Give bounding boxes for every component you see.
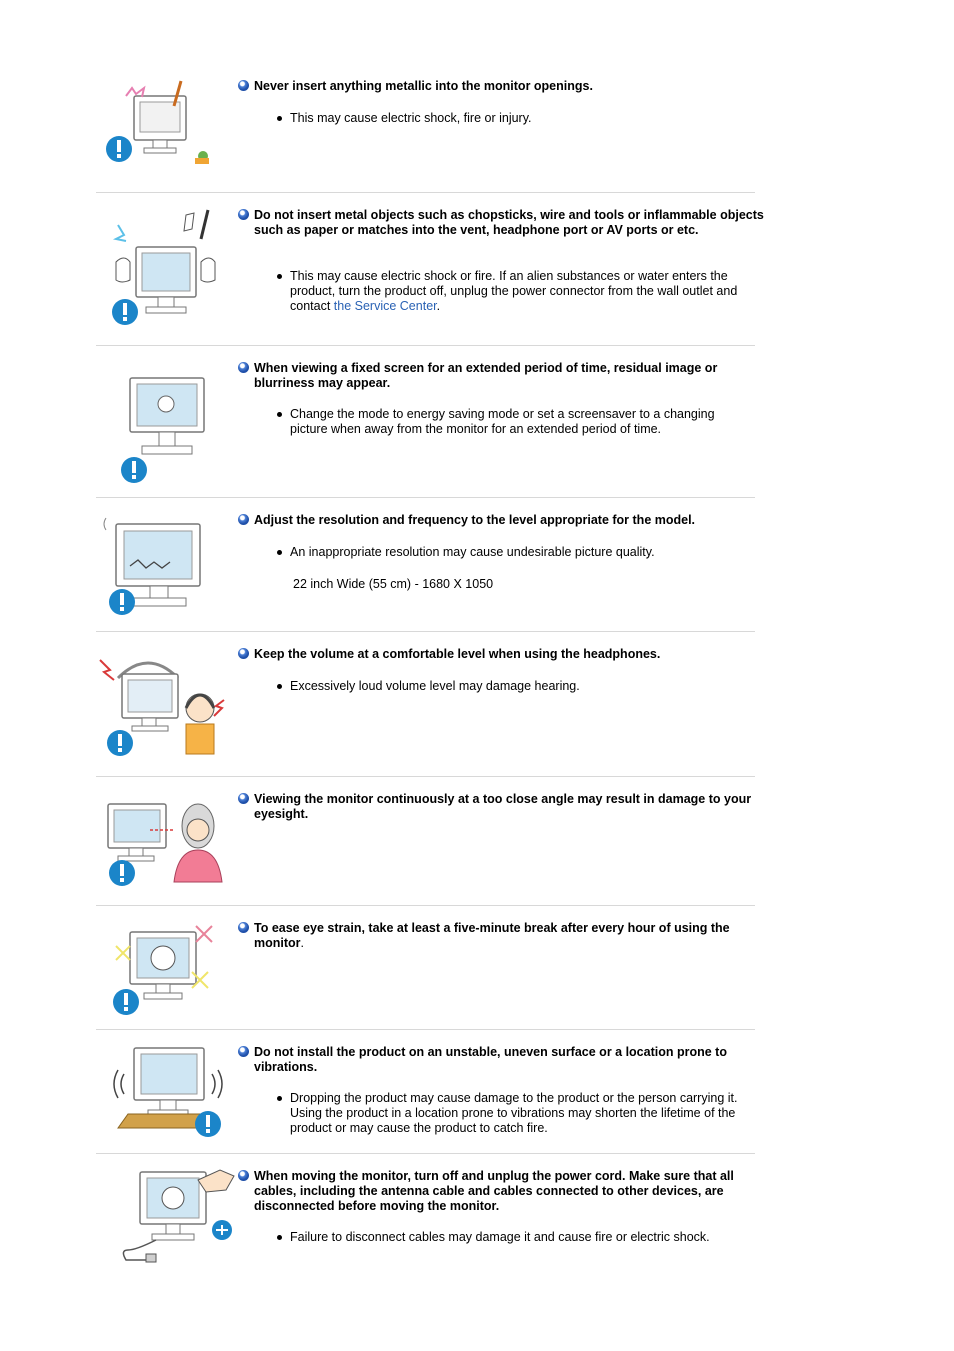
divider [96, 345, 755, 346]
section-bullet-icon [238, 80, 249, 91]
divider [96, 192, 755, 193]
section-heading: Do not insert metal objects such as chopsticks, wire and tools or inflammable objects such as paper or matches into the vent, headphone port or AV ports or etc. [238, 208, 771, 238]
section-bullet-icon [238, 1170, 249, 1181]
section-bullet-icon [238, 648, 249, 659]
section-heading: Do not install the product on an unstable, uneven surface or a location prone to vibrations. [238, 1045, 771, 1075]
section-bullet-icon [238, 514, 249, 525]
monitor-illustration [96, 1044, 236, 1140]
list-item: Excessively loud volume level may damage hearing. [272, 679, 755, 694]
list-item: Dropping the product may cause damage to the product or the person carrying it. Using the product in a location prone to vibrations may shorten the lifetime of the product or may cause the product to catch fire. [272, 1091, 755, 1135]
monitor-illustration [96, 78, 236, 173]
bullet-list [272, 1230, 755, 1245]
bullet-list [272, 1091, 755, 1135]
list-item: Change the mode to energy saving mode or set a screensaver to a changing picture when away from the monitor for an extended period of time. [272, 407, 755, 437]
resolution-spec: 22 inch Wide (55 cm) - 1680 X 1050 [293, 577, 494, 591]
section-bullet-icon [238, 1046, 249, 1057]
section-bullet-icon [238, 793, 249, 804]
monitor-illustration [96, 516, 236, 616]
section-heading: Adjust the resolution and frequency to the level appropriate for the model. [238, 513, 771, 528]
section-unstable-surface [96, 1044, 755, 1153]
list-item: This may cause electric shock or fire. If an alien substances or water enters the product, turn the product off, unplug the power connector from the wall outlet and contact the Service Center. [272, 269, 755, 313]
bullet-list [272, 545, 755, 560]
section-residual-image [96, 360, 755, 497]
list-item: Failure to disconnect cables may damage it and cause fire or electric shock. [272, 1230, 755, 1245]
section-metal-objects [96, 207, 764, 345]
section-metallic [96, 78, 755, 192]
section-heading: Never insert anything metallic into the monitor openings. [238, 79, 771, 94]
section-resolution [96, 512, 755, 631]
list-item: This may cause electric shock, fire or injury. [272, 111, 755, 126]
divider [96, 631, 755, 632]
monitor-illustration [96, 360, 236, 486]
bullet-list [272, 111, 755, 126]
monitor-illustration [96, 1168, 236, 1266]
divider [96, 1029, 755, 1030]
monitor-illustration [96, 924, 236, 1016]
divider [96, 905, 755, 906]
monitor-illustration [96, 796, 236, 892]
section-bullet-icon [238, 922, 249, 933]
bullet-list [272, 679, 755, 694]
divider [96, 1153, 755, 1154]
service-center-link[interactable]: the Service Center [333, 298, 437, 313]
list-item: An inappropriate resolution may cause undesirable picture quality. [272, 545, 755, 560]
section-heading: Keep the volume at a comfortable level when using the headphones. [238, 647, 771, 662]
section-viewing-angle [96, 791, 755, 905]
divider [96, 776, 755, 777]
section-eye-strain [96, 920, 755, 1029]
section-moving-monitor [96, 1168, 755, 1278]
bullet-list [272, 407, 755, 437]
section-heading: When moving the monitor, turn off and unplug the power cord. Make sure that all cables, including the antenna cable and cables connected to other devices, are disconnected before moving the monitor. [238, 1169, 771, 1213]
section-heading: To ease eye strain, take at least a five-minute break after every hour of using the monitor. [238, 921, 771, 951]
divider [96, 497, 755, 498]
monitor-illustration [96, 207, 236, 329]
bullet-list [272, 269, 755, 313]
section-heading: Viewing the monitor continuously at a too close angle may result in damage to your eyesight. [238, 792, 771, 822]
section-bullet-icon [238, 362, 249, 373]
monitor-illustration [96, 648, 236, 763]
section-heading: When viewing a fixed screen for an extended period of time, residual image or blurriness may appear. [238, 361, 771, 391]
section-volume [96, 646, 755, 776]
section-bullet-icon [238, 209, 249, 220]
